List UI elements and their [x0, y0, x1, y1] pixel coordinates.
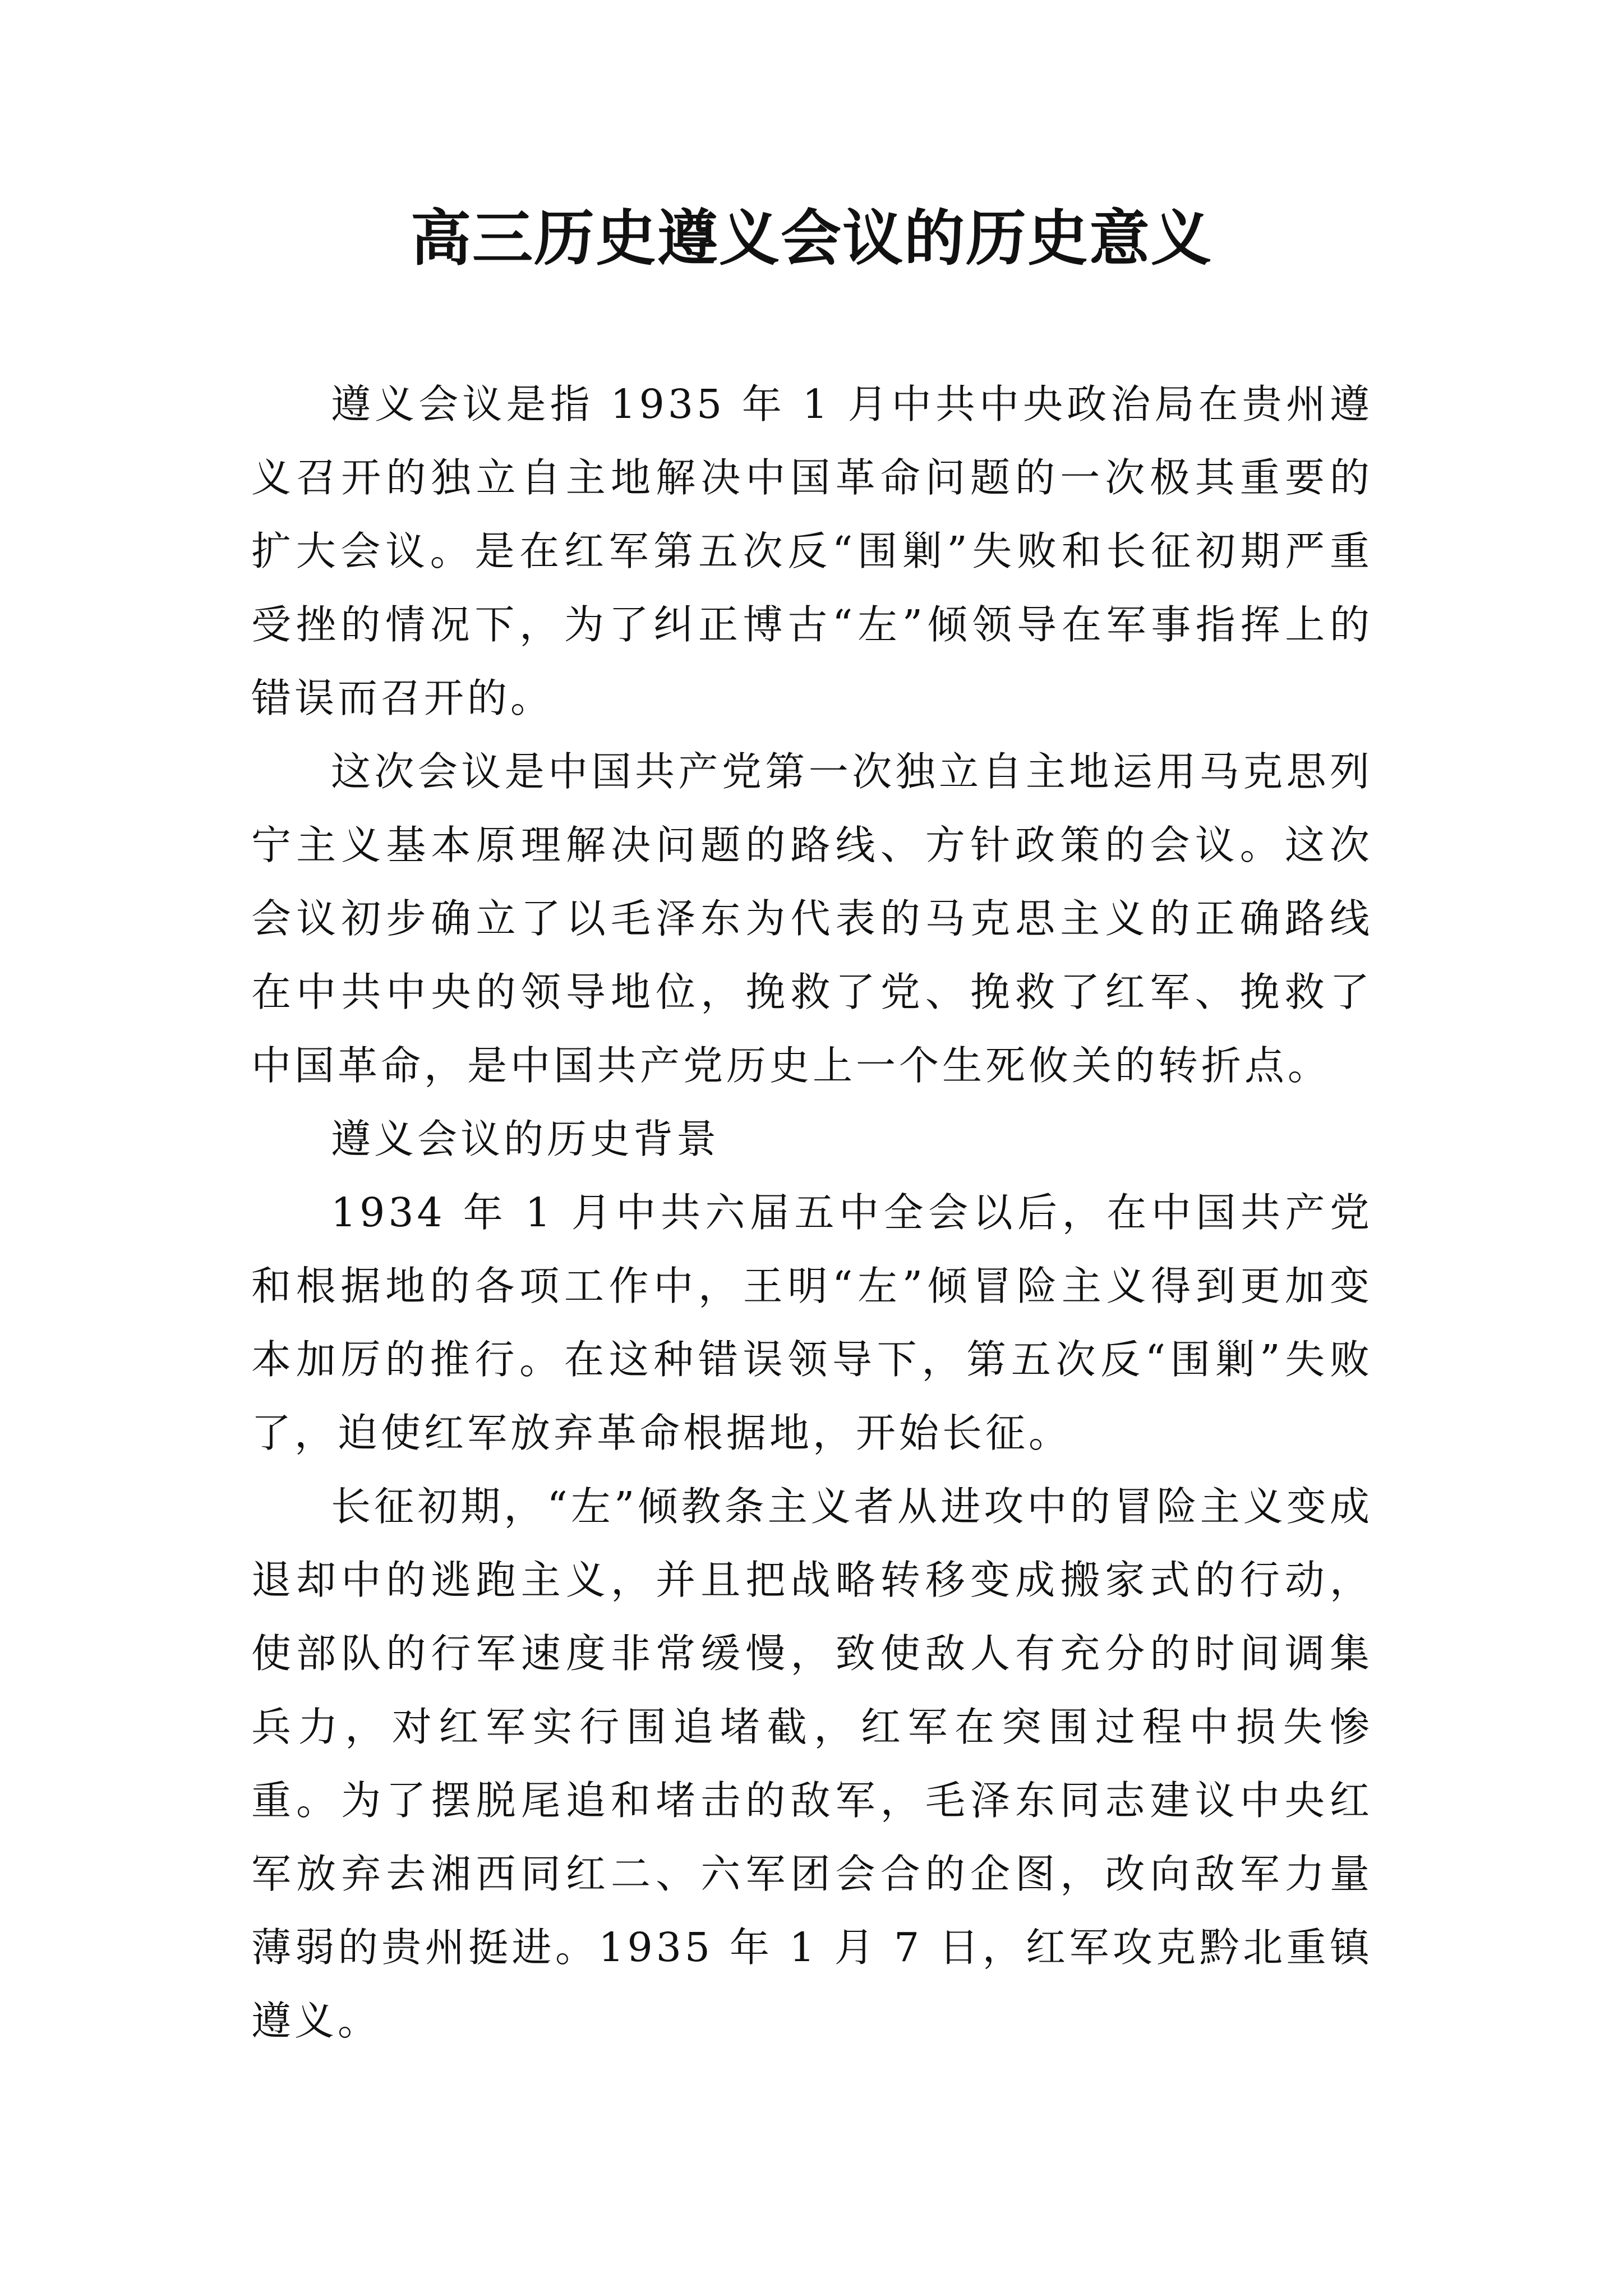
paragraph-background: 1934 年 1 月中共六届五中全会以后，在中国共产党和根据地的各项工作中，王明“左”倾冒险主义得到更加变本加厉的推行。在这种错误领导下，第五次反“围剿”失败了，迫使红军放弃革命根据地，开始长征。	[251, 1189, 1373, 1456]
document-body	[251, 367, 1373, 2058]
paragraph-intro: 遵义会议是指 1935 年 1 月中共中央政治局在贵州遵义召开的独立自主地解决中国革命问题的一次极其重要的扩大会议。是在红军第五次反“围剿”失败和长征初期严重受挫的情况下，为了纠正博古“左”倾领导在军事指挥上的错误而召开的。	[251, 381, 1373, 721]
document-title: 高三历史遵义会议的历史意义	[410, 203, 1212, 274]
section-heading-background: 遵义会议的历史背景	[331, 1116, 720, 1162]
paragraph-long-march: 长征初期，“左”倾教条主义者从进攻中的冒险主义变成退却中的逃跑主义，并且把战略转移变成搬家式的行动，使部队的行军速度非常缓慢，致使敌人有充分的时间调集兵力，对红军实行围追堵截，红军在突围过程中损失惨重。为了摆脱尾追和堵击的敌军，毛泽东同志建议中央红军放弃去湘西同红二、六军团会合的企图，改向敌军力量薄弱的贵州挺进。1935 年 1 月 7 日，红军攻克黔北重镇遵义。	[251, 1483, 1373, 2044]
paragraph-significance: 这次会议是中国共产党第一次独立自主地运用马克思列宁主义基本原理解决问题的路线、方针政策的会议。这次会议初步确立了以毛泽东为代表的马克思主义的正确路线在中共中央的领导地位，挽救了党、挽救了红军、挽救了中国革命，是中国共产党历史上一个生死攸关的转折点。	[251, 748, 1373, 1089]
